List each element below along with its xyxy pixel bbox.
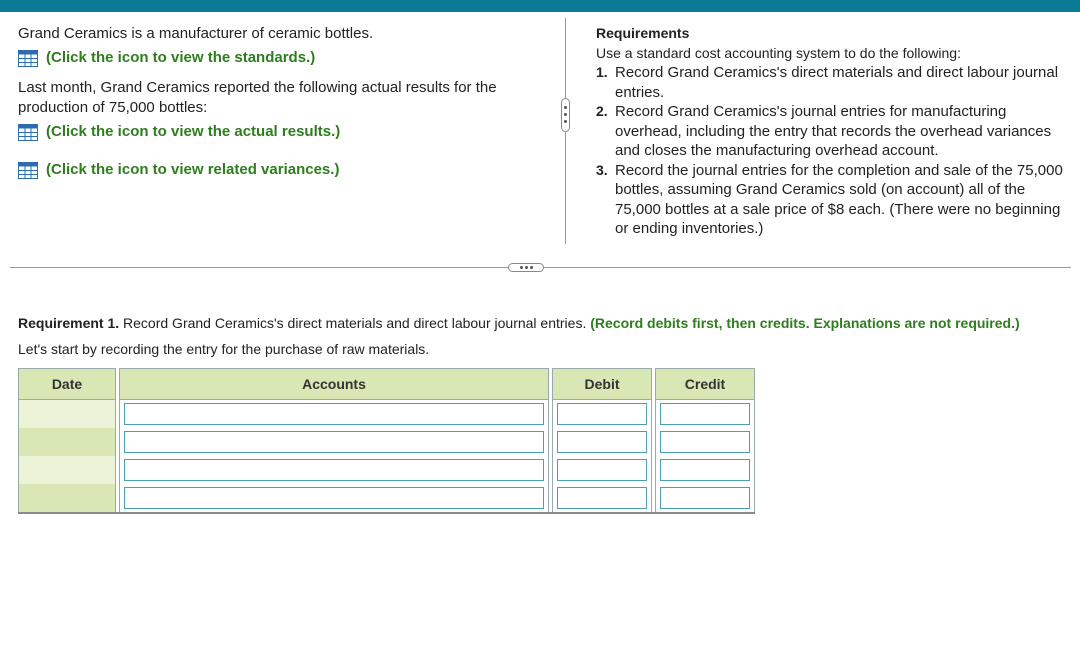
date-cell <box>19 456 116 484</box>
account-input[interactable] <box>124 487 544 509</box>
requirements-subtitle: Use a standard cost accounting system to do the following: <box>596 44 961 61</box>
start-instruction: Let's start by recording the entry for the purchase of raw materials. <box>18 341 430 357</box>
requirement-item: 3. Record the journal entries for the completion and sale of the 75,000 bottles, assuming Grand Ceramics sold (on account) all of the 75,000 bottles at a sale price of $8 each. (There were no beginning or ending inventories.) <box>596 161 1063 237</box>
horizontal-resize-handle[interactable] <box>508 263 544 272</box>
debit-input[interactable] <box>557 459 647 481</box>
actual-results-link-label[interactable]: (Click the icon to view the actual results.) <box>46 123 341 140</box>
requirement-1-instruction: (Record debits first, then credits. Explanations are not required.) <box>590 315 1020 331</box>
table-icon[interactable] <box>18 50 38 67</box>
actual-results-link[interactable] <box>18 122 548 142</box>
account-input[interactable] <box>124 403 544 425</box>
account-input[interactable] <box>124 431 544 453</box>
requirement-1-label: Requirement 1. <box>18 315 120 331</box>
table-row <box>19 484 755 513</box>
table-row <box>19 400 755 429</box>
table-row <box>19 428 755 456</box>
requirements-list <box>596 63 1066 239</box>
table-icon[interactable] <box>18 162 38 179</box>
journal-entry-table <box>18 368 755 514</box>
requirements-pane <box>596 24 1066 239</box>
credit-input[interactable] <box>660 431 750 453</box>
account-input[interactable] <box>124 459 544 481</box>
debit-input[interactable] <box>557 431 647 453</box>
date-cell <box>19 484 116 513</box>
requirement-1-text: Record Grand Ceramics's direct materials and direct labour journal entries. <box>119 315 591 331</box>
date-cell <box>19 400 116 429</box>
credit-input[interactable] <box>660 487 750 509</box>
debit-input[interactable] <box>557 487 647 509</box>
credit-header: Credit <box>656 369 755 400</box>
debit-input[interactable] <box>557 403 647 425</box>
requirements-title: Requirements <box>596 25 690 41</box>
standards-link-label[interactable]: (Click the icon to view the standards.) <box>46 49 316 66</box>
date-header: Date <box>19 369 116 400</box>
requirement-item: 2. Record Grand Ceramics's journal entries for manufacturing overhead, including the entry that records the overhead variances and closes the manufacturing overhead account. <box>596 103 1052 159</box>
date-cell <box>19 428 116 456</box>
credit-input[interactable] <box>660 459 750 481</box>
requirement-item: 1. Record Grand Ceramics's direct materials and direct labour journal entries. <box>596 64 1059 101</box>
problem-pane <box>18 24 548 180</box>
actual-results-text: Last month, Grand Ceramics reported the following actual results for the production of 75,000 bottles: <box>18 79 497 116</box>
top-bar <box>0 0 1080 12</box>
variances-link[interactable] <box>18 160 548 180</box>
intro-text: Grand Ceramics is a manufacturer of ceramic bottles. <box>18 25 374 42</box>
debit-header: Debit <box>553 369 652 400</box>
table-row <box>19 456 755 484</box>
requirement-1-prompt <box>18 314 1020 332</box>
vertical-resize-handle[interactable] <box>561 98 570 132</box>
variances-link-label[interactable]: (Click the icon to view related variances.) <box>46 161 340 178</box>
accounts-header: Accounts <box>120 369 549 400</box>
table-icon[interactable] <box>18 124 38 141</box>
standards-link[interactable] <box>18 48 548 68</box>
credit-input[interactable] <box>660 403 750 425</box>
